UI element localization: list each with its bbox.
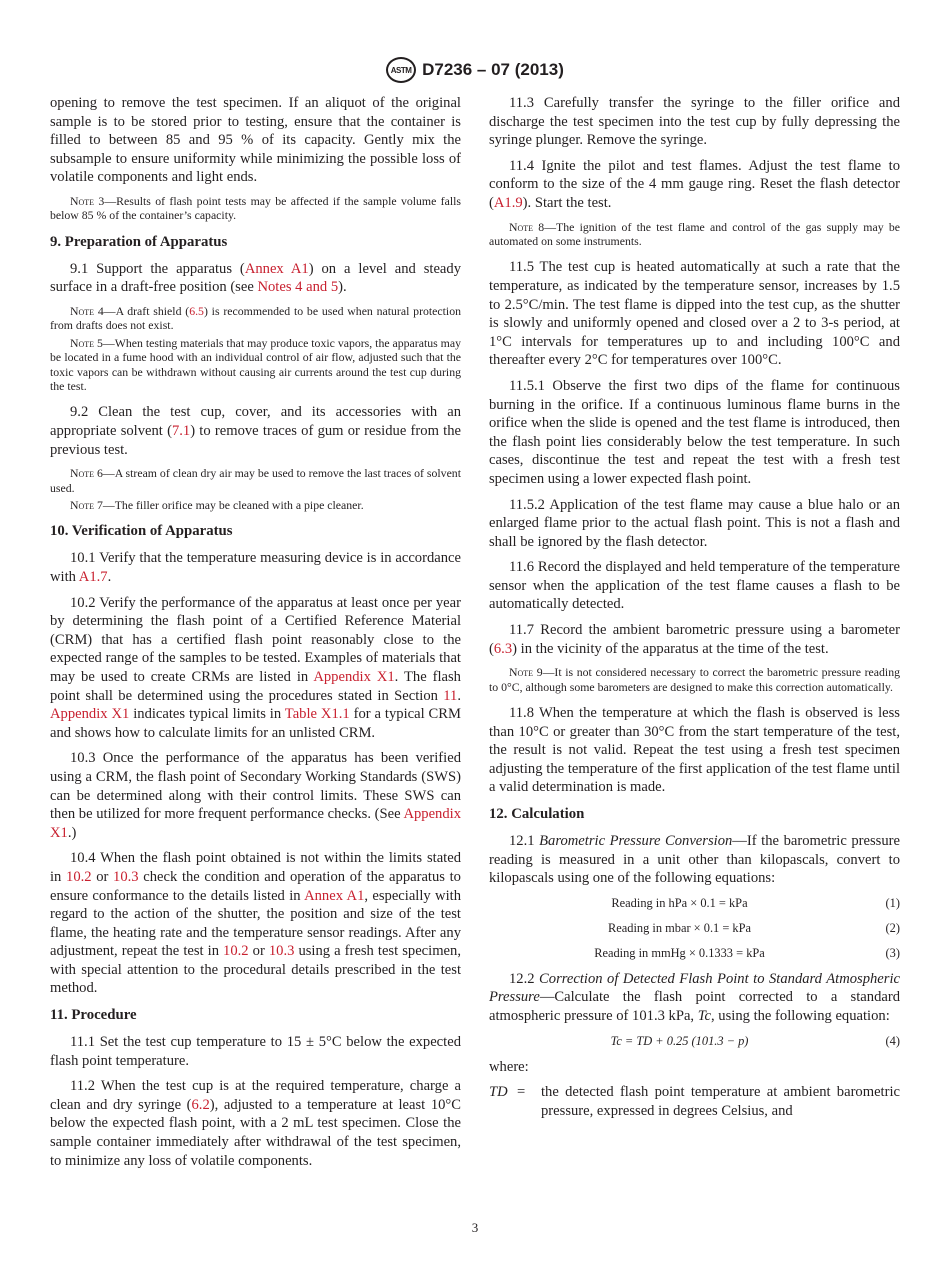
equation-2: Reading in mbar × 0.1 = kPa (2) (607, 920, 900, 935)
section-9-heading: 9. Preparation of Apparatus (50, 233, 228, 250)
note-8: Note 8—The ignition of the test flame and control of the gas supply may be automated on some instruments. (489, 219, 900, 248)
link-6-2[interactable]: 6.2 (191, 1096, 210, 1113)
link-10-3[interactable]: 10.3 (113, 868, 139, 885)
paragraph-11-1: 11.1 Set the test cup temperature to 15 ± 5°C below the expected flash point temperature. (50, 1034, 461, 1069)
note-4: Note 4—A draft shield (6.5) is recommended to be used when natural protection from drafts does not exist. (50, 303, 461, 333)
left-column (50, 94, 461, 1177)
equation-4: Tc = TD + 0.25 (101.3 − p) (4) (610, 1033, 900, 1048)
section-11-heading: 11. Procedure (50, 1007, 137, 1024)
astm-logo-icon: ASTM (386, 57, 416, 83)
paragraph-10-4: 10.4 When the flash point obtained is not within the limits stated in 10.2 or 10.3 check the condition and operation of the apparatus to ensure conformance to the details listed in Annex A1, especially with regard to the action of the shutter, the position and size of the test flame, the heating rate and the temperature sensor readings. After any adjustment, repeat the test in 10.2 or 10.3 using a fresh test specimen, with special attention to the procedural details prescribed in the test method. (50, 850, 461, 997)
paragraph-10-1: 10.1 Verify that the temperature measuring device is in accordance with A1.7. (50, 550, 461, 585)
link-a1-7[interactable]: A1.7 (78, 569, 108, 585)
paragraph-11-3: 11.3 Carefully transfer the syringe to the filler orifice and discharge the test specimen into the test cup by fully depressing the syringe plunger. Remove the syringe. (489, 95, 900, 149)
section-10-heading: 10. Verification of Apparatus (50, 523, 233, 540)
paragraph-11-5-2: 11.5.2 Application of the test flame may cause a blue halo or an enlarged flame prior to the actual flash point. This is not a flash and shall be ignored by the flash detector. (489, 496, 900, 550)
paragraph-10-2: 10.2 Verify the performance of the apparatus at least once per year by determining the flash point of a Certified Reference Material (CRM) that has a certified flash point reasonably close to the expected range of the samples to be tested. Examples of materials that may be used to create CRMs are listed in Appendix X1. The flash point shall be determined using the procedures stated in Section 11. Appendix X1 indicates typical limits in Table X1.1 for a typical CRM and shows how to calculate limits for an unlisted CRM. (50, 594, 461, 741)
paragraph-11-6: 11.6 Record the displayed and held temperature of the temperature sensor when the application of the test flame causes a flash to be automatically detected. (489, 559, 900, 613)
link-6-5[interactable]: 6.5 (189, 303, 204, 318)
link-section-11[interactable]: 11 (443, 687, 458, 704)
note-6: Note 6—A stream of clean dry air may be used to remove the last traces of solvent used. (50, 466, 461, 495)
paragraph-11-4: 11.4 Ignite the pilot and test flames. Adjust the test flame to conform to the size of the 4 mm gauge ring. Reset the flash detector (A1.9). Start the test. (489, 157, 900, 211)
link-10-3[interactable]: 10.3 (268, 943, 295, 960)
link-10-2[interactable]: 10.2 (66, 868, 92, 885)
paragraph-9-1: 9.1 Support the apparatus (Annex A1) on a level and steady surface in a draft-free position (see Notes 4 and 5). (50, 260, 461, 296)
equation-1: Reading in hPa × 0.1 = kPa (1) (611, 895, 900, 910)
paragraph-10-3: 10.3 Once the performance of the apparatus has been verified using a CRM, the flash point of Secondary Working Standards (SWS) can be determined along with their control limits. These SWS can then be utilized for more frequent performance checks. (See Appendix X1.) (50, 750, 461, 841)
paragraph-11-5-1: 11.5.1 Observe the first two dips of the flame for continuous burning in the orifice. If a continuous luminous flame burns in the orifice when the slide is opened and the test flame is introduced, then the flash point lies considerably below the test temperature. In such cases, discontinue the test and repeat the test with a fresh test specimen using a lower expected flash point. (489, 377, 900, 487)
where-label: where: (489, 1058, 529, 1075)
link-table-x1-1[interactable]: Table X1.1 (284, 706, 350, 723)
paragraph-opening: opening to remove the test specimen. If an aliquot of the original sample is to be stored prior to testing, ensure that the container is filled to between 85 and 95 % of its capacity. Gently mix the subsample to ensure uniformity while minimizing the possible loss of volatile components and light ends. (50, 95, 461, 186)
paragraph-11-2: 11.2 When the test cup is at the required temperature, charge a clean and dry syringe (6.2), adjusted to a temperature at least 10°C below the expected flash point, with a 2 mL test specimen. Close the sample container immediately after withdrawal of the test specimen, to minimize any loss of volatile components. (50, 1078, 461, 1169)
page-number: 3 (471, 1220, 479, 1235)
link-7-1[interactable]: 7.1 (171, 423, 191, 439)
note-3: Note 3—Results of flash point tests may be affected if the sample volume falls below 85 % of the container’s capacity. (50, 193, 461, 223)
equation-3: Reading in mmHg × 0.1333 = kPa (3) (594, 945, 900, 960)
definition-td: TD = the detected flash point temperature at ambient barometric pressure, expressed in degrees Celsius, and (489, 1084, 900, 1119)
paragraph-12-1: 12.1 Barometric Pressure Conversion—If the barometric pressure reading is measured in a unit other than kilopascals, convert to kilopascals using one of the following equations: (489, 833, 900, 887)
document-id: D7236 – 07 (2013) (422, 60, 564, 79)
link-a1-9[interactable]: A1.9 (493, 194, 523, 211)
link-notes-4-5[interactable]: Notes 4 and 5 (257, 279, 339, 296)
link-10-2[interactable]: 10.2 (223, 943, 249, 960)
paragraph-11-7: 11.7 Record the ambient barometric pressure using a barometer (6.3) in the vicinity of the apparatus at the time of the test. (489, 622, 900, 657)
note-7: Note 7—The filler orifice may be cleaned with a pipe cleaner. (70, 498, 364, 512)
page-header (0, 57, 950, 83)
link-appendix-x1[interactable]: Appendix X1 (50, 706, 130, 723)
paragraph-12-2: 12.2 Correction of Detected Flash Point to Standard Atmospheric Pressure—Calculate the flash point corrected to a standard atmospheric pressure of 101.3 kPa, Tc, using the following equation: (489, 970, 900, 1024)
paragraph-11-8: 11.8 When the temperature at which the flash is observed is less than 10°C or greater than 30°C from the start temperature of the test, the result is not valid. Repeat the test using a fresh test specimen adjusting the temperature of the first application of the test flame until a valid determination is made. (489, 705, 900, 796)
note-5: Note 5—When testing materials that may produce toxic vapors, the apparatus may be located in a fume hood with an individual control of air flow, adjusted such that the toxic vapors can be withdrawn without causing air currents around the test cup during the test. (50, 335, 461, 393)
paragraph-9-2: 9.2 Clean the test cup, cover, and its accessories with an appropriate solvent (7.1) to remove traces of gum or residue from the previous test. (50, 404, 461, 458)
paragraph-11-5: 11.5 The test cup is heated automatically at such a rate that the temperature, as indicated by the temperature sensor, increases by 1.5 to 2.5°C/min. The test flame is dipped into the test cup, as the shutter is slowly and uniformly opened and closed over a 2 to 3-s period, at 1°C intervals for temperatures up to and including 100°C and thereafter every 2°C for temperatures over 100°C. (489, 259, 900, 369)
link-annex-a1[interactable]: Annex A1 (244, 260, 309, 277)
link-annex-a1[interactable]: Annex A1 (304, 887, 365, 904)
note-9: Note 9—It is not considered necessary to correct the barometric pressure reading to 0°C, although some barometers are designed to make this correction automatically. (489, 665, 900, 694)
link-appendix-x1[interactable]: Appendix X1 (50, 806, 461, 841)
link-appendix-x1[interactable]: Appendix X1 (313, 668, 395, 685)
section-12-heading: 12. Calculation (489, 806, 585, 823)
right-column (489, 94, 900, 1120)
link-6-3[interactable]: 6.3 (493, 640, 513, 657)
